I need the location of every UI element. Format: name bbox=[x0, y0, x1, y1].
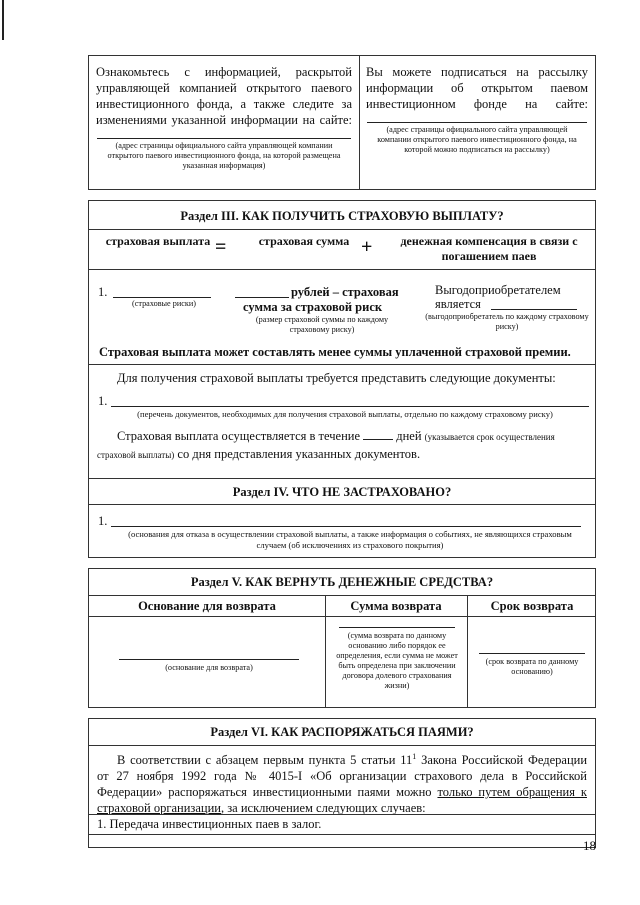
divider bbox=[89, 269, 595, 270]
divider bbox=[89, 616, 595, 617]
info-right-text: Вы можете подписаться на рассылку информации об открытом паевом инвестиционном фонде на сайте: bbox=[366, 65, 588, 111]
section-6-text-1: В соответствии с абзацем первым пункта 5 статьи 11 bbox=[117, 753, 413, 768]
risk-item-number: 1. bbox=[98, 285, 108, 299]
divider bbox=[467, 595, 468, 707]
sum-note: (размер страховой суммы по каждому страховому риску) bbox=[255, 315, 389, 334]
return-amount-note: (сумма возврата по данному основанию либо порядок ее определения, если сумма не может быть определена при заключении договора долевого страхования жизни) bbox=[336, 631, 458, 690]
info-right-column bbox=[359, 56, 595, 189]
payout-days-blank bbox=[363, 439, 393, 440]
documents-item-number: 1. bbox=[98, 394, 108, 408]
info-left-column bbox=[89, 56, 360, 189]
info-block bbox=[88, 55, 596, 190]
section-6-text-3: Федерации» распоряжаться инвестиционными паями можно bbox=[97, 785, 438, 800]
exclusions-note: (основания для отказа в осуществлении страховой выплаты, а также информация о событиях, не являющихся страховым случаем (об исключениях из страхового покрытия) bbox=[128, 529, 572, 550]
divider bbox=[89, 595, 595, 596]
section-5 bbox=[88, 568, 596, 708]
exclusions-line bbox=[111, 526, 581, 527]
return-amount-line bbox=[339, 627, 455, 628]
risk-note: (страховые риски) bbox=[132, 299, 196, 308]
beneficiary-note: (выгодоприобретатель по каждому страховому риску) bbox=[425, 312, 589, 331]
section-6-text-4-underlined: страховой организации bbox=[97, 801, 221, 816]
superscript: 1 bbox=[412, 752, 417, 761]
documents-intro: Для получения страховой выплаты требуется представить следующие документы: bbox=[117, 371, 556, 385]
payout-note-1: (указывается срок осуществления bbox=[424, 432, 555, 442]
section-6-text-3-underlined: только путем обращения к bbox=[437, 785, 587, 800]
section-4 bbox=[88, 478, 596, 558]
section-6-body bbox=[97, 749, 587, 816]
beneficiary-is-label: является bbox=[435, 297, 481, 311]
info-left-note: (адрес страницы официального сайта управляющей компании открытого паевого инвестиционного фонда, на которой размещена указанная информация) bbox=[107, 141, 341, 170]
divider bbox=[325, 595, 326, 707]
payout-tail: со дня представления указанных документов. bbox=[177, 447, 421, 461]
divider bbox=[89, 504, 595, 505]
section-3 bbox=[88, 200, 596, 480]
rubles-text: рублей – страховая bbox=[291, 285, 399, 299]
payout-term-line-2 bbox=[97, 447, 420, 462]
info-left-text: Ознакомьтесь с информацией, раскрытой управляющей компанией открытого паевого инвестиционного фонда, а также следите за изменениями указанной информации на сайте: bbox=[96, 65, 352, 127]
return-basis-line bbox=[119, 659, 299, 660]
section-5-title: Раздел V. КАК ВЕРНУТЬ ДЕНЕЖНЫЕ СРЕДСТВА? bbox=[190, 575, 494, 589]
payout-warning: Страховая выплата может составлять менее суммы уплаченной страховой премии. bbox=[99, 345, 571, 359]
section-3-title: Раздел III. КАК ПОЛУЧИТЬ СТРАХОВУЮ ВЫПЛАТУ? bbox=[180, 209, 504, 223]
return-basis-header: Основание для возврата bbox=[138, 599, 276, 613]
payout-term-text: Страховая выплата осуществляется в течение bbox=[117, 429, 360, 443]
sum-text: сумма за страховой риск bbox=[243, 300, 383, 314]
return-term-header: Срок возврата bbox=[490, 599, 574, 613]
documents-note: (перечень документов, необходимых для получения страховой выплаты, отдельно по каждому страховому риску) bbox=[137, 409, 553, 419]
beneficiary-label: Выгодоприобретателем bbox=[435, 283, 561, 297]
formula-plus: + bbox=[361, 236, 373, 258]
section-6-line-2: от 27 ноября 1992 года № 4015-I «Об организации страхового дела в Российской bbox=[97, 769, 587, 784]
payout-days-label: дней bbox=[396, 429, 422, 443]
risk-line bbox=[113, 297, 211, 298]
divider bbox=[89, 229, 595, 230]
section-6-text-1-tail: Закона Российской Федерации bbox=[416, 753, 588, 768]
section-6-item-1: 1. Передача инвестиционных паев в залог. bbox=[97, 817, 322, 831]
divider bbox=[89, 834, 595, 835]
documents-line bbox=[111, 406, 589, 407]
divider bbox=[89, 364, 595, 365]
formula-payout: страховая выплата bbox=[105, 234, 211, 248]
page-number: 18 bbox=[583, 838, 596, 853]
section-4-title: Раздел IV. ЧТО НЕ ЗАСТРАХОВАНО? bbox=[232, 485, 452, 499]
exclusions-item-number: 1. bbox=[98, 514, 108, 528]
section-6-line-3 bbox=[97, 784, 587, 800]
divider bbox=[89, 745, 595, 746]
return-term-note: (срок возврата по данному основанию) bbox=[485, 657, 579, 676]
payout-note-2: страховой выплаты) bbox=[97, 450, 175, 460]
section-6-title: Раздел VI. КАК РАСПОРЯЖАТЬСЯ ПАЯМИ? bbox=[210, 725, 474, 739]
divider bbox=[89, 814, 595, 815]
margin-mark bbox=[2, 0, 4, 40]
formula-equals: = bbox=[215, 236, 227, 258]
section-6-line-1 bbox=[97, 749, 587, 768]
formula-compensation: денежная компенсация в связи с погашением паев bbox=[400, 234, 578, 263]
return-term-line bbox=[479, 653, 585, 654]
return-basis-note: (основание для возврата) bbox=[165, 663, 253, 672]
return-amount-header: Сумма возврата bbox=[350, 599, 442, 613]
section-6 bbox=[88, 718, 596, 848]
payout-term-line bbox=[117, 429, 555, 444]
formula-sum: страховая сумма bbox=[258, 234, 350, 248]
amount-line bbox=[235, 297, 289, 298]
info-right-note: (адрес страницы официального сайта управляющей компании открытого паевого инвестиционного фонда, на которой можно подписаться на рассылку) bbox=[377, 125, 577, 154]
section-6-text-4: , за исключением следующих случаев: bbox=[220, 801, 426, 816]
beneficiary-line bbox=[491, 309, 577, 310]
